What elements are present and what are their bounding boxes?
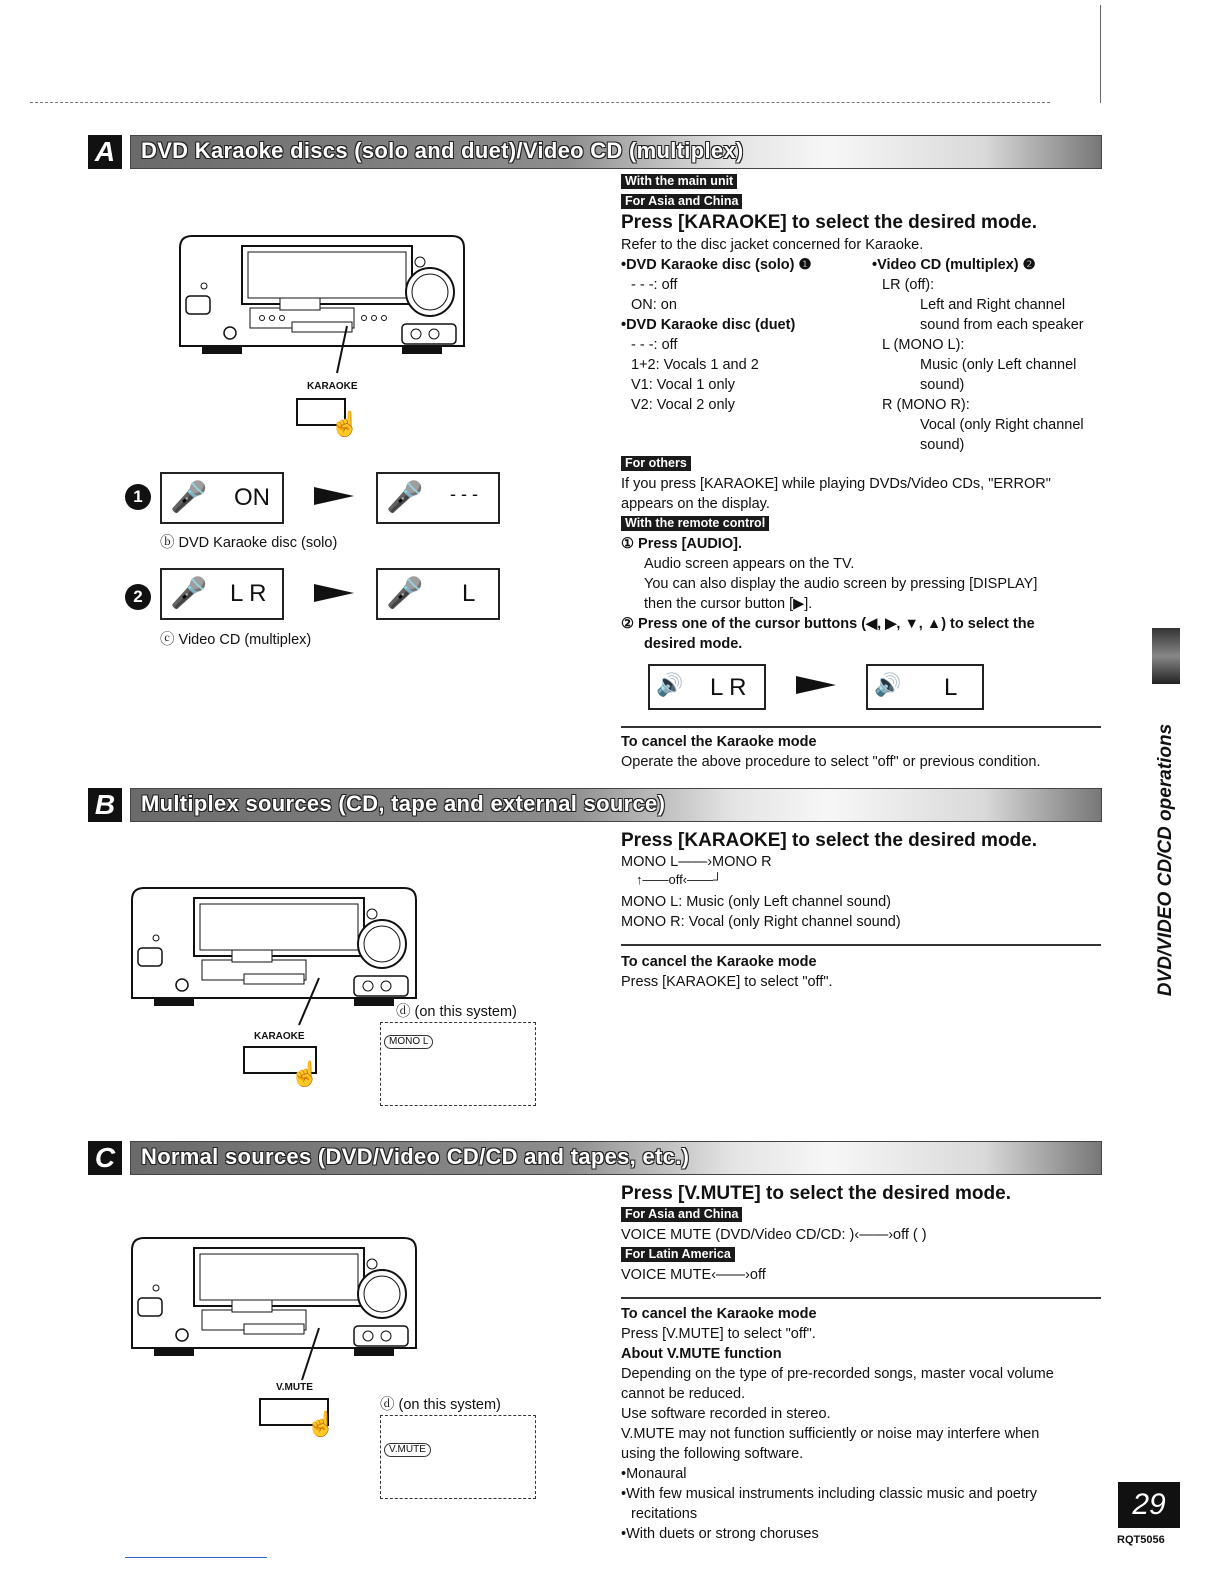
karaoke-label-a: KARAOKE xyxy=(307,381,358,392)
hand-icon-c: ☝ xyxy=(306,1411,336,1438)
latin-text: VOICE MUTE‹——›off xyxy=(621,1267,766,1283)
solo-off: - - -: off xyxy=(631,277,678,293)
display-solo-to xyxy=(376,472,500,524)
section-a-header xyxy=(88,135,1102,169)
on-system-b: ⓓ (on this system) xyxy=(396,1004,517,1020)
system-display-c xyxy=(380,1415,536,1499)
vcd-r-desc2: sound) xyxy=(920,437,965,453)
page-number: 29 xyxy=(1118,1482,1180,1528)
cancel-text-a: Operate the above procedure to select "off" or previous condition. xyxy=(621,754,1041,770)
step-number-1: 1 xyxy=(125,484,151,510)
doc-code: RQT5056 xyxy=(1117,1534,1165,1546)
vcd-lr: LR (off): xyxy=(882,277,935,293)
duet-title: •DVD Karaoke disc (duet) xyxy=(621,317,796,333)
vcd-r-desc1: Vocal (only Right channel xyxy=(920,417,1084,433)
cycle-line2: ↑——off‹——┘ xyxy=(636,872,723,887)
section-a-letter: A xyxy=(88,135,122,169)
step2a: ② Press one of the cursor buttons (◀, ▶, ▼, ▲) to select the xyxy=(621,616,1035,632)
vcd-title: •Video CD (multiplex) ❷ xyxy=(872,257,1036,273)
vcd-l-desc2: sound) xyxy=(920,377,965,393)
mic-icon: 🎤 xyxy=(386,481,424,514)
display-solo-from-value: ON xyxy=(234,484,270,511)
section-b-title-bar xyxy=(130,788,1102,822)
mini-display-c: V.MUTE xyxy=(384,1443,431,1457)
tag-latin-america: For Latin America xyxy=(621,1247,735,1262)
duet-v2: V2: Vocal 2 only xyxy=(631,397,735,413)
mini-display-b: MONO L xyxy=(384,1035,433,1049)
step-number-2: 2 xyxy=(125,584,151,610)
solo-on: ON: on xyxy=(631,297,677,313)
step1b: You can also display the audio screen by pressing [DISPLAY] xyxy=(644,576,1038,592)
about-line2: cannot be reduced. xyxy=(621,1386,746,1402)
cancel-title-c: To cancel the Karaoke mode xyxy=(621,1306,817,1322)
about-line3: Use software recorded in stereo. xyxy=(621,1406,831,1422)
cycle-line1: MONO L——›MONO R xyxy=(621,854,772,870)
heading-c: Press [V.MUTE] to select the desired mode. xyxy=(621,1183,1011,1204)
tag-remote: With the remote control xyxy=(621,516,769,531)
karaoke-label-b: KARAOKE xyxy=(254,1031,305,1042)
divider-a xyxy=(621,726,1101,728)
mono-r-desc: MONO R: Vocal (only Right channel sound) xyxy=(621,914,901,930)
section-c-title: Normal sources (DVD/Video CD/CD and tapes, etc.) xyxy=(141,1144,690,1169)
vcd-l: L (MONO L): xyxy=(882,337,965,353)
heading-a: Press [KARAOKE] to select the desired mode. xyxy=(621,212,1037,233)
about-line4: V.MUTE may not function sufficiently or noise may interfere when xyxy=(621,1426,1040,1442)
osd-from-value: L R xyxy=(710,674,747,701)
caption-solo: ⓑ DVD Karaoke disc (solo) xyxy=(160,535,338,551)
others-line2: appears on the display. xyxy=(621,496,770,512)
intro-a: Refer to the disc jacket concerned for Karaoke. xyxy=(621,237,924,253)
speaker-icon: 🔊 xyxy=(656,672,684,697)
speaker-icon: 🔊 xyxy=(874,672,902,697)
display-vcd-from-value: L R xyxy=(230,580,267,607)
section-b-header xyxy=(88,788,1102,822)
section-c-title-bar xyxy=(130,1141,1102,1175)
about-title: About V.MUTE function xyxy=(621,1346,782,1362)
on-system-c: ⓓ (on this system) xyxy=(380,1397,501,1413)
bullet-monaural: •Monaural xyxy=(621,1466,687,1482)
arrow-right-icon xyxy=(314,487,354,505)
vcd-lr-desc1: Left and Right channel xyxy=(920,297,1066,313)
vcd-r: R (MONO R): xyxy=(882,397,970,413)
tag-asia-china: For Asia and China xyxy=(621,194,742,209)
osd-to-value: L xyxy=(944,674,958,701)
mic-icon: 🎤 xyxy=(170,577,208,610)
display-vcd-from xyxy=(160,568,284,620)
step2b: desired mode. xyxy=(644,636,743,652)
others-line1: If you press [KARAOKE] while playing DVDs/Video CDs, "ERROR" xyxy=(621,476,1051,492)
about-line5: using the following software. xyxy=(621,1446,804,1462)
arrow-right-icon xyxy=(796,676,836,694)
osd-from xyxy=(648,664,766,710)
duet-v1: V1: Vocal 1 only xyxy=(631,377,735,393)
tag-others: For others xyxy=(621,456,691,471)
mic-icon: 🎤 xyxy=(386,577,424,610)
cancel-title-a: To cancel the Karaoke mode xyxy=(621,734,817,750)
vcd-l-desc1: Music (only Left channel xyxy=(920,357,1077,373)
divider-b xyxy=(621,944,1101,946)
section-b-title: Multiplex sources (CD, tape and external source) xyxy=(141,791,666,816)
heading-b: Press [KARAOKE] to select the desired mode. xyxy=(621,830,1037,851)
display-vcd-to xyxy=(376,568,500,620)
mono-l-desc: MONO L: Music (only Left channel sound) xyxy=(621,894,891,910)
hand-icon-b: ☝ xyxy=(290,1061,320,1088)
cancel-title-b: To cancel the Karaoke mode xyxy=(621,954,817,970)
top-right-line xyxy=(1100,5,1101,103)
side-label: DVD/VIDEO CD/CD operations xyxy=(1155,723,1176,997)
section-a-title: DVD Karaoke discs (solo and duet)/Video CD (multiplex) xyxy=(141,138,744,163)
solo-title: •DVD Karaoke disc (solo) ❶ xyxy=(621,257,812,273)
bullet-recitations: recitations xyxy=(631,1506,698,1522)
section-c-letter: C xyxy=(88,1141,122,1175)
asia-text: VOICE MUTE (DVD/Video CD/CD: )‹——›off ( ) xyxy=(621,1227,927,1243)
section-c-header xyxy=(88,1141,1102,1175)
step1c: then the cursor button [▶]. xyxy=(644,596,813,612)
step1a: Audio screen appears on the TV. xyxy=(644,556,855,572)
display-solo-from xyxy=(160,472,284,524)
divider-c xyxy=(621,1297,1101,1299)
duet-off: - - -: off xyxy=(631,337,678,353)
display-solo-to-value: - - - xyxy=(450,484,478,504)
section-b-letter: B xyxy=(88,788,122,822)
cancel-text-c: Press [V.MUTE] to select "off". xyxy=(621,1326,816,1342)
duet-12: 1+2: Vocals 1 and 2 xyxy=(631,357,759,373)
side-tab-mark xyxy=(1152,628,1180,684)
vcd-lr-desc2: sound from each speaker xyxy=(920,317,1084,333)
arrow-right-icon xyxy=(314,584,354,602)
vmute-label: V.MUTE xyxy=(276,1382,313,1393)
hand-icon-a: ☝ xyxy=(330,411,360,438)
bullet-few-instruments: •With few musical instruments including classic music and poetry xyxy=(621,1486,1038,1502)
mic-icon: 🎤 xyxy=(170,481,208,514)
section-a-title-bar xyxy=(130,135,1102,169)
bullet-duets: •With duets or strong choruses xyxy=(621,1526,819,1542)
tag-main-unit: With the main unit xyxy=(621,174,737,189)
cancel-text-b: Press [KARAOKE] to select "off". xyxy=(621,974,833,990)
step1: ① Press [AUDIO]. xyxy=(621,536,742,552)
osd-to xyxy=(866,664,984,710)
tag-asia-china-c: For Asia and China xyxy=(621,1207,742,1222)
display-vcd-to-value: L xyxy=(462,580,476,607)
caption-vcd: ⓒ Video CD (multiplex) xyxy=(160,632,312,648)
top-rule xyxy=(30,102,1050,103)
about-line1: Depending on the type of pre-recorded songs, master vocal volume xyxy=(621,1366,1054,1382)
bottom-link-line xyxy=(125,1557,267,1558)
